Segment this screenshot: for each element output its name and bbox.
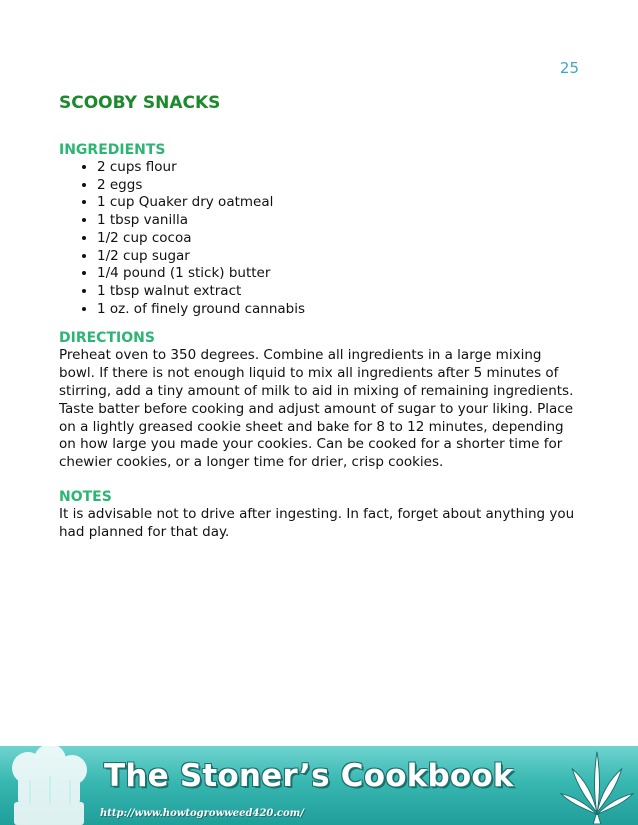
directions-heading: DIRECTIONS — [59, 330, 155, 347]
ingredients-heading: INGREDIENTS — [59, 142, 166, 158]
list-item: • 1/2 cup cocoa — [97, 230, 581, 248]
notes-text: It is advisable not to drive after ingesting. In fact, forget about anything you had planned for that day. — [59, 505, 575, 540]
list-item: • 1 tbsp walnut extract — [97, 283, 581, 301]
footer-url[interactable]: http://www.howtogrowweed420.com/ — [100, 808, 304, 819]
page-number: 25 — [559, 59, 579, 77]
list-item: • 1 oz. of finely ground cannabis — [97, 301, 581, 319]
list-item: • 1/4 pound (1 stick) butter — [97, 265, 581, 283]
chef-hat-icon — [0, 746, 100, 825]
list-item: • 1 tbsp vanilla — [97, 212, 581, 230]
recipe-title: SCOOBY SNACKS — [59, 93, 221, 113]
ingredients-list — [59, 159, 581, 318]
footer-title: The Stoner’s Cookbook — [104, 758, 514, 794]
cannabis-leaf-icon — [558, 748, 636, 824]
recipe-content — [59, 92, 581, 558]
list-item: • 1 cup Quaker dry oatmeal — [97, 194, 581, 212]
notes-heading: NOTES — [59, 488, 112, 505]
list-item: • 1/2 cup sugar — [97, 248, 581, 266]
list-item: • 2 cups flour — [97, 159, 581, 177]
directions-text: Preheat oven to 350 degrees. Combine all ingredients in a large mixing bowl. If there is not enough liquid to mix all ingredients after 5 minutes of stirring, add a tiny amount of milk to aid in mixing of remaining ingredients. Taste batter before cooking and adjust amount of sugar to your liking. Place on a lightly greased cookie sheet and bake for 8 to 12 minutes, depending on how large you made your cookies. Can be cooked for a shorter time for chewier cookies, or a longer time for drier, crisp cookies. — [59, 347, 574, 471]
list-item: • 2 eggs — [97, 177, 581, 195]
footer-banner — [0, 746, 638, 825]
